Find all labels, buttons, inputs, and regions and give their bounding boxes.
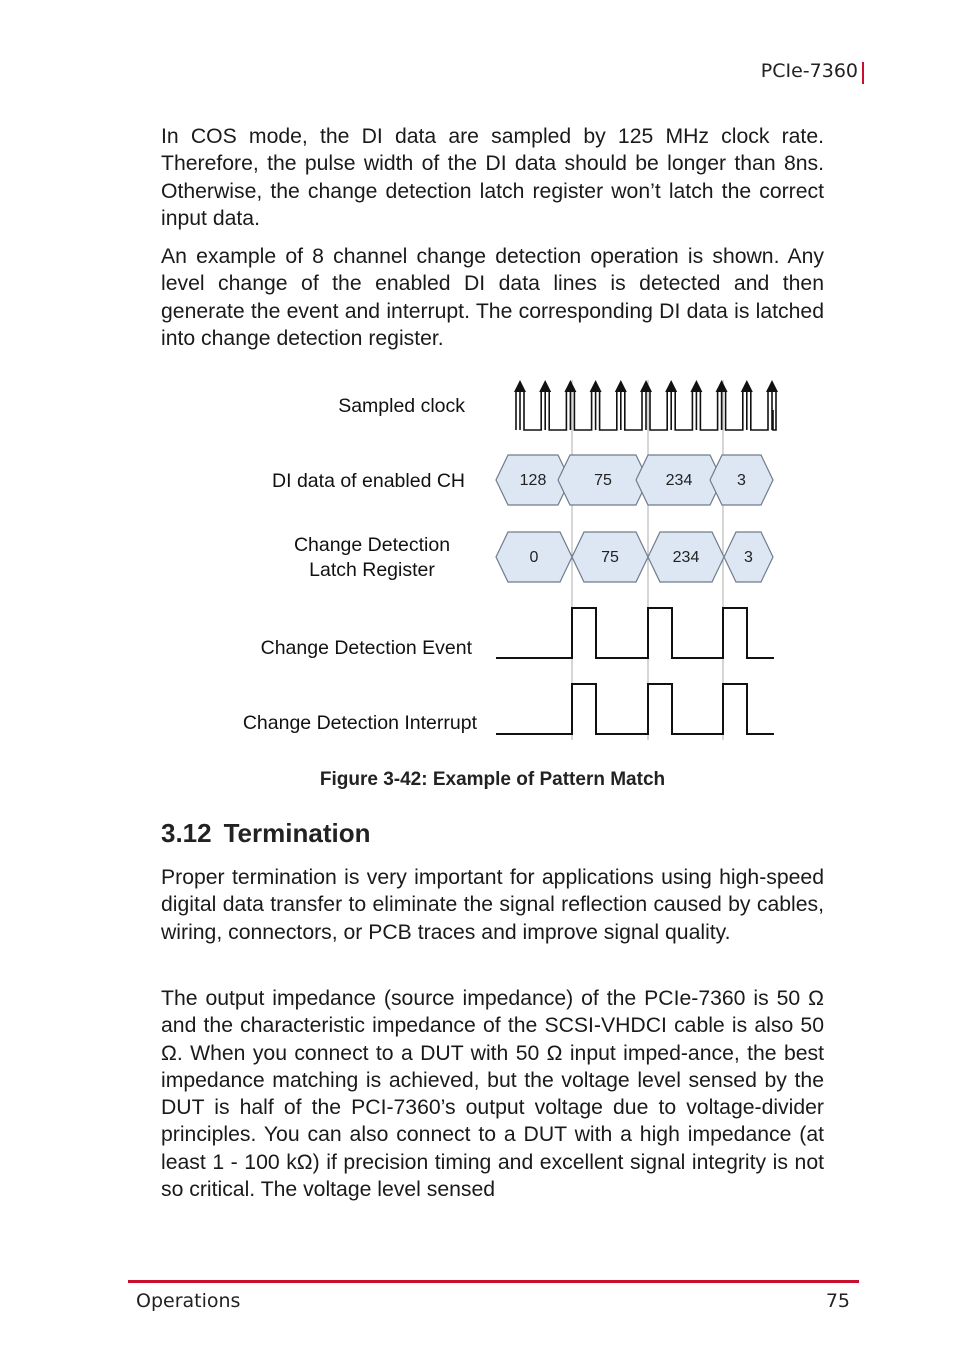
footer-chapter: Operations: [136, 1290, 241, 1312]
sampled-clock-waveform: [514, 380, 778, 430]
latch-register-value: 234: [672, 549, 700, 566]
section-number: 3.12: [161, 818, 212, 848]
latch-register-value: 0: [529, 549, 539, 566]
header-accent-bar: [862, 62, 864, 84]
label-latch-line2: Latch Register: [309, 559, 435, 581]
paragraph-output-impedance: The output impedance (source impedance) of the PCIe-7360 is 50 Ω and the characteristic impedance of the SCSI-VHDCI cable is also 50 Ω. When you connect to a DUT with 50 Ω input imped-ance, the best impedance matching is achieved, but the voltage level sensed by the DUT is half of the PCI-7360’s output voltage due to voltage-divider principles. You can also connect to a DUT with a high impedance (at least 1 - 100 kΩ) if precision timing and excellent signal integrity is not so critical. The voltage level sensed: [161, 987, 824, 1202]
label-latch-line1: Change Detection: [293, 534, 451, 556]
latch-register-row: [496, 532, 773, 582]
figure-caption: Figure 3-42: Example of Pattern Match: [319, 769, 666, 790]
paragraph-change-detection-example: An example of 8 channel change detection operation is shown. Any level change of the enabled DI data lines is detected and then generate the event and interrupt. The corresponding DI data is latched into change detection register.: [161, 245, 824, 350]
label-change-detection-event: Change Detection Event: [260, 637, 472, 659]
label-change-detection-interrupt: Change Detection Interrupt: [242, 712, 477, 734]
section-heading: [161, 818, 370, 849]
section-title: Termination: [223, 818, 371, 848]
page-number: 75: [825, 1290, 850, 1312]
paragraph-termination-importance: Proper termination is very important for applications using high-speed digital data transfer to eliminate the signal reflection caused by cables, wiring, connectors, or PCB traces and improve signal quality.: [161, 866, 824, 944]
di-data-value: 234: [665, 472, 693, 489]
di-data-value: 75: [594, 472, 612, 489]
latch-register-value: 3: [744, 549, 753, 566]
change-detection-event-waveform: [496, 608, 774, 658]
change-detection-interrupt-waveform: [496, 684, 774, 734]
paragraph-cos-mode: In COS mode, the DI data are sampled by 125 MHz clock rate. Therefore, the pulse width of the DI data should be longer than 8ns. Otherwise, the change detection latch register won’t latch the correct input data.: [161, 125, 824, 230]
label-di-data: DI data of enabled CH: [272, 470, 465, 492]
footer-rule: [128, 1280, 859, 1283]
latch-register-value: 75: [601, 549, 619, 566]
running-header-title: PCIe-7360: [760, 60, 858, 82]
di-data-value: 3: [737, 472, 746, 489]
timing-diagram: [210, 370, 790, 750]
di-data-value: 128: [519, 472, 547, 489]
di-data-row: [496, 455, 773, 505]
label-sampled-clock: Sampled clock: [338, 395, 465, 417]
